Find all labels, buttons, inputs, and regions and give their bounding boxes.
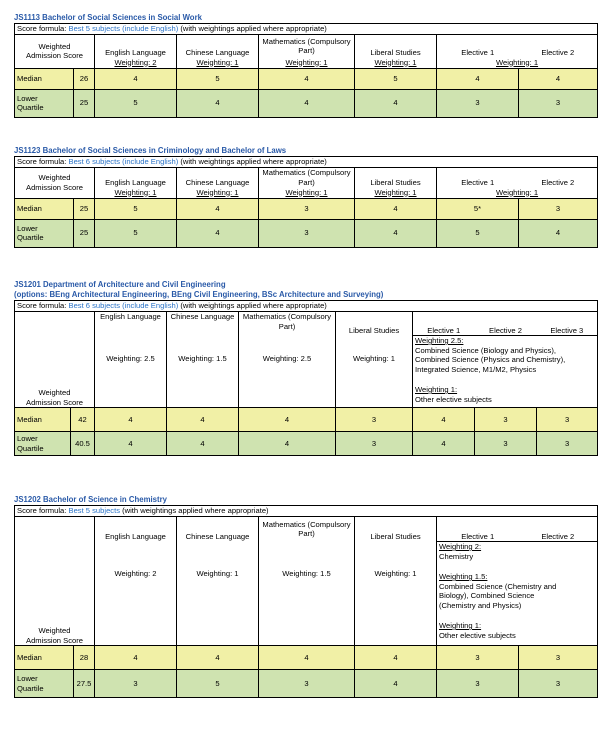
weighting-mathematics: Weighting: 1 [259,57,355,68]
weighting-mathematics: Weighting: 1 [259,187,355,198]
programme-title: JS1113 Bachelor of Social Sciences in Social Work [14,13,202,22]
median-row [15,68,598,89]
lower-quartile-value: 3 [537,432,598,456]
subject-mathematics: Mathematics (Compulsory Part) [259,35,355,58]
lower-quartile-value: 4 [259,89,355,117]
elective-weightings: Weighting 2.5: Combined Science (Biology and Physics), Combined Science (Physics and Chemistry), Integrated Science, M1/M2, Physics Weighting 1: Other elective subjects [413,336,598,408]
weighted-admission-score-header: Weighted Admission Score [15,517,95,646]
elective-weighting-heading: Weighting 1: [439,621,482,630]
median-value: 4 [355,198,437,219]
lower-quartile-row [15,89,598,117]
score-formula-link[interactable]: Best 6 subjects (include English) [68,157,179,167]
lower-quartile-value: 4 [413,432,475,456]
median-value: 3 [475,408,537,432]
median-value: 4 [519,68,598,89]
elective-weighting-heading: Weighting 2.5: [415,336,464,345]
lower-quartile-score: 40.5 [71,432,95,456]
weighting-liberal-studies: Weighting: 1 [355,542,437,606]
subject-english: English Language [95,35,177,58]
subject-elective-2: Elective 2 [475,312,537,336]
programme-js1123 [14,146,597,248]
weighting-chinese: Weighting: 1 [177,187,259,198]
programme-title: JS1201 Department of Architecture and Civil Engineering [14,280,226,289]
subject-chinese: Chinese Language [177,168,259,188]
median-row [15,198,598,219]
lower-quartile-value: 4 [177,89,259,117]
median-value: 3 [519,646,598,670]
lower-quartile-value: 4 [355,89,437,117]
elective-weighting-heading: Weighting 1: [415,385,458,394]
weighting-english: Weighting: 2.5 [95,336,167,383]
median-score: 42 [71,408,95,432]
programme-title: JS1123 Bachelor of Social Sciences in Criminology and Bachelor of Laws [14,146,287,155]
median-value: 4 [437,68,519,89]
weighted-admission-score-header: Weighted Admission Score [15,35,95,69]
programme-title: JS1202 Bachelor of Science in Chemistry [14,495,167,504]
lower-quartile-value: 4 [177,219,259,247]
lower-quartile-score: 25 [74,219,95,247]
lower-quartile-value: 4 [167,432,239,456]
weighted-admission-score-header: Weighted Admission Score [15,168,95,199]
lower-quartile-label: Lower Quartile [15,432,71,456]
median-score: 25 [74,198,95,219]
lower-quartile-label: Lower Quartile [15,89,74,117]
weighting-electives: Weighting: 1 [437,187,598,198]
subject-liberal-studies: Liberal Studies [355,168,437,188]
weighting-chinese: Weighting: 1 [177,542,259,606]
lower-quartile-value: 4 [355,219,437,247]
median-value: 3 [259,198,355,219]
median-value: 4 [259,646,355,670]
median-label: Median [15,646,74,670]
lower-quartile-row [15,219,598,247]
lower-quartile-value: 4 [355,670,437,698]
subject-chinese: Chinese Language [177,35,259,58]
median-value: 3 [537,408,598,432]
median-value: 5 [177,68,259,89]
median-value: 4 [95,68,177,89]
median-value: 4 [95,646,177,670]
subject-mathematics: Mathematics (Compulsory Part) [259,517,355,542]
lower-quartile-value: 3 [519,670,598,698]
subject-elective-1: Elective 1 [437,168,519,188]
score-table [14,505,598,698]
median-value: 3 [336,408,413,432]
subject-mathematics: Mathematics (Compulsory Part) [259,168,355,188]
subject-elective-2: Elective 2 [519,517,598,542]
lower-quartile-value: 3 [95,670,177,698]
median-value: 5 [95,198,177,219]
lower-quartile-value: 3 [437,670,519,698]
score-formula: Score formula: Best 5 subjects (with weightings applied where appropriate) [15,506,598,517]
lower-quartile-value: 3 [259,219,355,247]
weighting-mathematics: Weighting: 2.5 [239,336,336,383]
score-formula: Score formula: Best 6 subjects (include English) (with weightings applied where appropriate) [15,157,598,168]
subject-mathematics: Mathematics (Compulsory Part) [239,312,336,336]
score-table [14,156,598,248]
median-value: 5 [355,68,437,89]
programme-options: (options: BEng Architectural Engineering, BEng Civil Engineering, BSc Architecture and Surveying) [14,290,384,299]
lower-quartile-label: Lower Quartile [15,670,74,698]
lower-quartile-value: 4 [239,432,336,456]
score-formula: Score formula: Best 5 subjects (include English) (with weightings applied where appropriate) [15,24,598,35]
subject-elective-2: Elective 2 [519,35,598,58]
median-value: 4 [167,408,239,432]
lower-quartile-label: Lower Quartile [15,219,74,247]
programme-js1202 [14,495,597,698]
subject-elective-1: Elective 1 [413,312,475,336]
subject-liberal-studies: Liberal Studies [355,35,437,58]
median-value: 4 [177,646,259,670]
score-formula-link[interactable]: Best 5 subjects [68,506,120,516]
median-row [15,646,598,670]
lower-quartile-score: 25 [74,89,95,117]
weighting-chinese: Weighting: 1 [177,57,259,68]
weighted-admission-score-header: Weighted Admission Score [15,312,95,408]
lower-quartile-score: 27.5 [74,670,95,698]
weighting-electives: Weighting: 1 [437,57,598,68]
lower-quartile-value: 4 [519,219,598,247]
lower-quartile-value: 5 [177,670,259,698]
lower-quartile-row [15,670,598,698]
lower-quartile-value: 5 [95,219,177,247]
lower-quartile-value: 3 [336,432,413,456]
weighting-liberal-studies: Weighting: 1 [336,336,413,383]
median-value: 4 [355,646,437,670]
subject-chinese: Chinese Language [177,517,259,542]
weighting-liberal-studies: Weighting: 1 [355,57,437,68]
lower-quartile-value: 3 [519,89,598,117]
subject-elective-2: Elective 2 [519,168,598,188]
weighting-mathematics: Weighting: 1.5 [259,542,355,606]
median-value: 4 [95,408,167,432]
lower-quartile-value: 5 [95,89,177,117]
programme-js1201 [14,280,597,456]
median-score: 26 [74,68,95,89]
weighting-english: Weighting: 2 [95,57,177,68]
subject-chinese: Chinese Language [167,312,239,336]
median-value: 4 [413,408,475,432]
weighting-liberal-studies: Weighting: 1 [355,187,437,198]
subject-english: English Language [95,517,177,542]
median-label: Median [15,68,74,89]
score-formula-link[interactable]: Best 6 subjects (include English) [68,301,179,311]
subject-english: English Language [95,168,177,188]
subject-elective-1: Elective 1 [437,35,519,58]
elective-weightings: Weighting 2: Chemistry Weighting 1.5: Combined Science (Chemistry and Biology), Combined Science (Chemistry and Physics) Weighting 1: Other elective subjects [437,542,598,646]
score-table [14,23,598,118]
score-formula-link[interactable]: Best 5 subjects (include English) [68,24,179,34]
median-row [15,408,598,432]
median-value: 4 [259,68,355,89]
median-value: 3 [437,646,519,670]
median-score: 28 [74,646,95,670]
elective-weighting-heading: Weighting 1.5: [439,572,488,581]
lower-quartile-value: 3 [437,89,519,117]
lower-quartile-row [15,432,598,456]
score-table [14,300,598,456]
elective-weighting-heading: Weighting 2: [439,542,482,551]
lower-quartile-value: 3 [475,432,537,456]
median-label: Median [15,408,71,432]
lower-quartile-value: 4 [95,432,167,456]
subject-english: English Language [95,312,167,336]
median-label: Median [15,198,74,219]
lower-quartile-value: 5 [437,219,519,247]
subject-elective-3: Elective 3 [537,312,598,336]
weighting-chinese: Weighting: 1.5 [167,336,239,383]
subject-liberal-studies: Liberal Studies [336,312,413,336]
weighting-english: Weighting: 2 [95,542,177,606]
median-value: 4 [177,198,259,219]
median-value: 5* [437,198,519,219]
median-value: 4 [239,408,336,432]
programme-js1113 [14,13,597,118]
weighting-english: Weighting: 1 [95,187,177,198]
subject-elective-1: Elective 1 [437,517,519,542]
subject-liberal-studies: Liberal Studies [355,517,437,542]
score-formula: Score formula: Best 6 subjects (include English) (with weightings applied where appropriate) [15,301,598,312]
lower-quartile-value: 3 [259,670,355,698]
median-value: 3 [519,198,598,219]
